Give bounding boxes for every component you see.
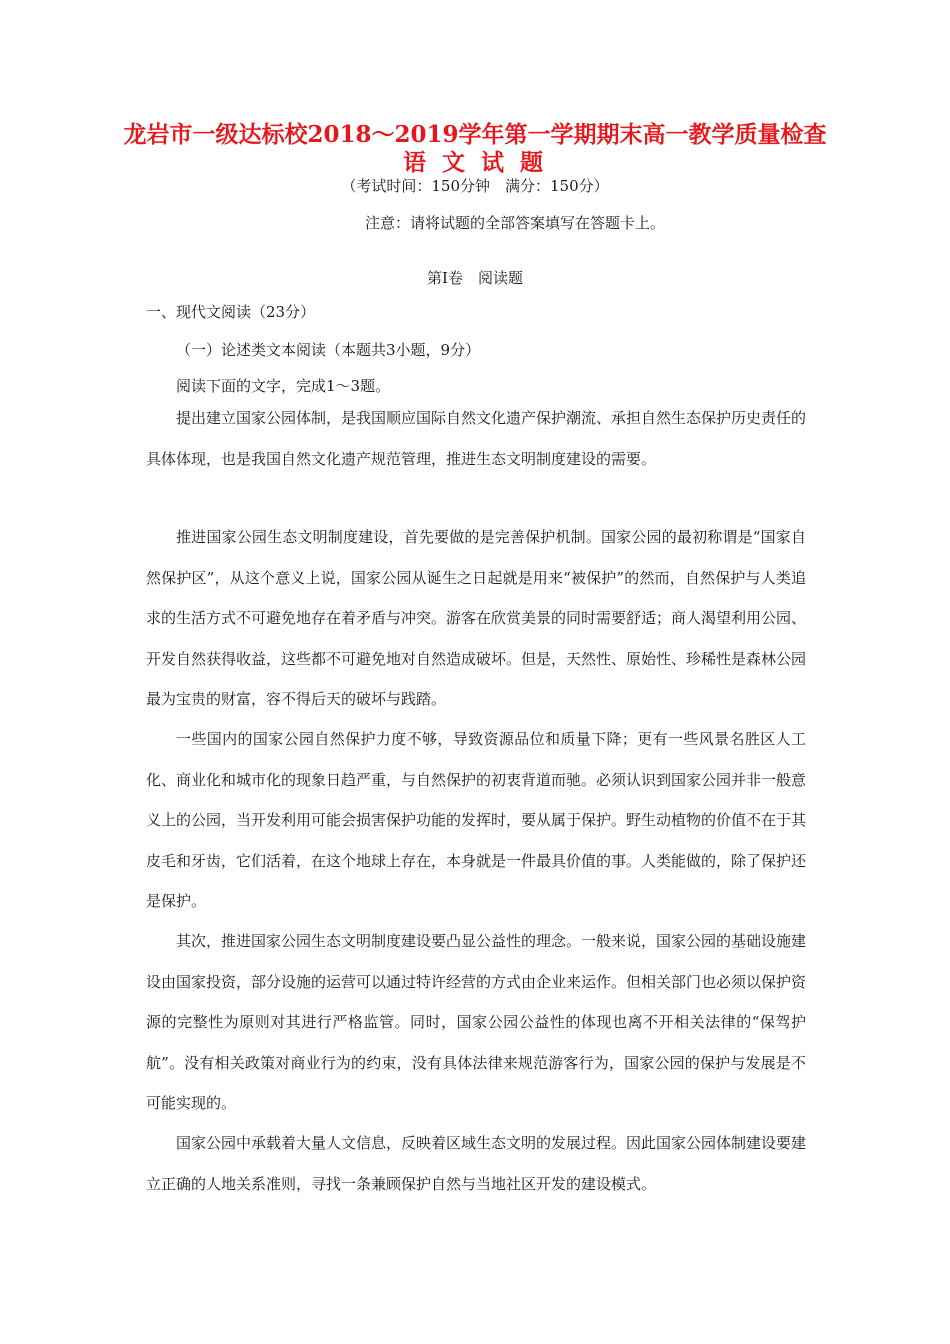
paragraph-4: 其次，推进国家公园生态文明制度建设要凸显公益性的理念。一般来说，国家公园的基础设施建设由国家投资，部分设施的运营可以通过特许经营的方式由企业来运作。但相关部门也必须以保护资源的完整性为原则对其进行严格监管。同时，国家公园公益性的体现也离不开相关法律的“保驾护航”。没有相关政策对商业行为的约束，没有具体法律来规范游客行为，国家公园的保护与发展是不可能实现的。 xyxy=(146,932,807,1112)
exam-info: （考试时间：150分钟 满分：150分） xyxy=(341,177,609,195)
paragraph-1: 提出建立国家公园体制，是我国顺应国际自然文化遗产保护潮流、承担自然生态保护历史责任的具体体现，也是我国自然文化遗产规范管理，推进生态文明制度建设的需要。 xyxy=(146,409,807,468)
section-heading: 一、现代文阅读（23分） xyxy=(146,303,316,321)
exam-title: 龙岩市一级达标校2018～2019学年第一学期期末高一教学质量检查 xyxy=(123,121,827,148)
part-heading: 第Ⅰ卷 阅读题 xyxy=(427,269,523,287)
reading-instruction: 阅读下面的文字，完成1～3题。 xyxy=(176,377,391,395)
subsection-heading: （一）论述类文本阅读（本题共3小题，9分） xyxy=(176,341,481,359)
paragraph-2: 推进国家公园生态文明制度建设，首先要做的是完善保护机制。国家公园的最初称谓是“国家自然保护区”，从这个意义上说，国家公园从诞生之日起就是用来“被保护”的然而，自然保护与人类追求的生活方式不可避免地存在着矛盾与冲突。游客在欣赏美景的同时需要舒适；商人渴望利用公园、开发自然获得收益，这些都不可避免地对自然造成破坏。但是，天然性、原始性、珍稀性是森林公园最为宝贵的财富，容不得后天的破坏与践踏。 xyxy=(146,528,807,708)
paragraph-5: 国家公园中承载着大量人文信息，反映着区域生态文明的发展过程。因此国家公园体制建设要建立正确的人地关系准则，寻找一条兼顾保护自然与当地社区开发的建设模式。 xyxy=(146,1134,807,1193)
paragraph-3: 一些国内的国家公园自然保护力度不够，导致资源品位和质量下降；更有一些风景名胜区人工化、商业化和城市化的现象日趋严重，与自然保护的初衷背道而驰。必须认识到国家公园并非一般意义上的公园，当开发利用可能会损害保护功能的发挥时，要从属于保护。野生动植物的价值不在于其皮毛和牙齿，它们活着，在这个地球上存在，本身就是一件最具价值的事。人类能做的，除了保护还是保护。 xyxy=(146,730,807,910)
notice: 注意：请将试题的全部答案填写在答题卡上。 xyxy=(364,214,665,232)
subject-title: 语 文 试 题 xyxy=(402,149,548,176)
